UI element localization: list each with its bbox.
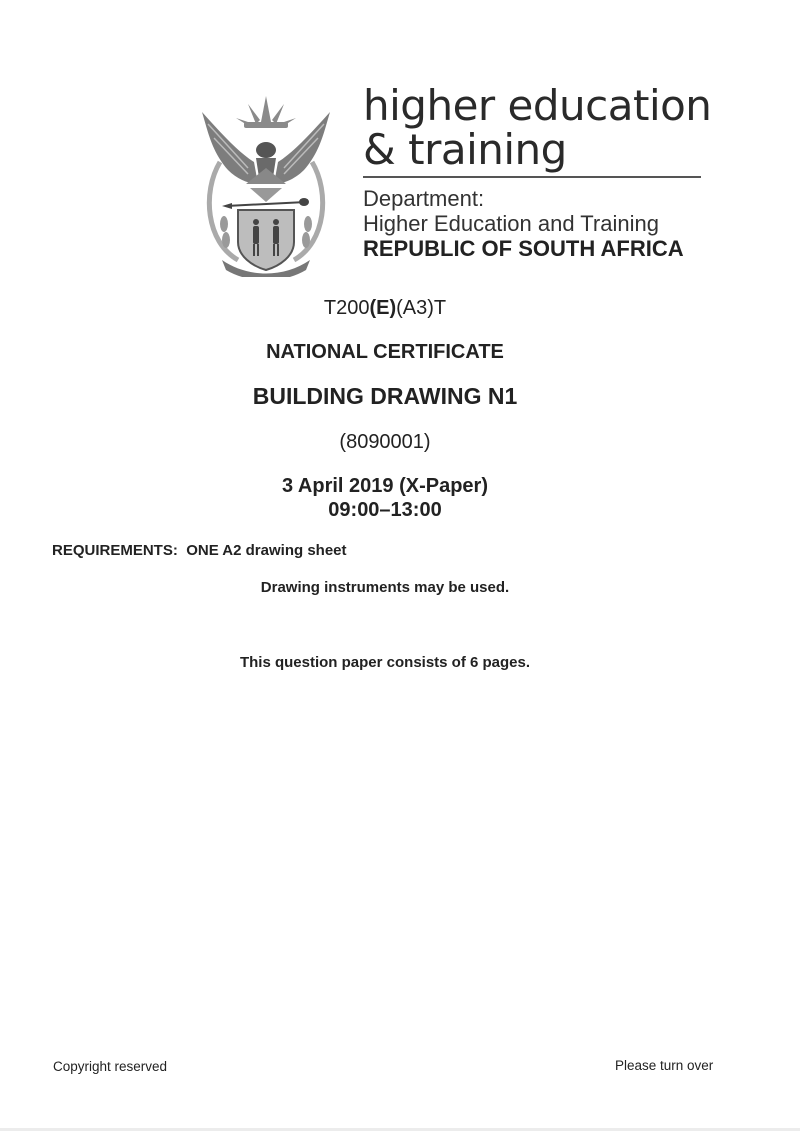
- brand-divider: [363, 176, 701, 178]
- brand-wordmark: [363, 81, 712, 174]
- coat-of-arms-logo: [198, 92, 334, 277]
- subject-title: BUILDING DRAWING N1: [252, 383, 518, 409]
- requirements: [52, 542, 347, 559]
- instructions: Drawing instruments may be used.: [260, 579, 510, 596]
- page-count-note: This question paper consists of 6 pages.: [239, 654, 531, 671]
- exam-time: 09:00–13:00: [328, 499, 442, 521]
- brand-line-2: & training: [363, 125, 567, 174]
- country-name: REPUBLIC OF SOUTH AFRICA: [363, 236, 684, 261]
- footer-copyright: Copyright reserved: [53, 1059, 168, 1074]
- requirements-label: REQUIREMENTS:: [52, 542, 178, 559]
- code-prefix: T200: [323, 297, 370, 319]
- footer-turn-over: Please turn over: [615, 1058, 714, 1073]
- department-block: [363, 186, 684, 261]
- department-label: Department:: [363, 186, 485, 211]
- brand-line-1: higher education: [363, 81, 712, 130]
- code-language: (E): [369, 297, 397, 319]
- page-edge: [0, 1128, 800, 1131]
- exam-date-time: [0, 474, 770, 522]
- exam-date: 3 April 2019 (X-Paper): [281, 475, 488, 497]
- paper-number: (8090001): [339, 431, 431, 453]
- code-suffix: (A3)T: [396, 297, 447, 319]
- paper-code: [0, 297, 770, 320]
- requirements-value: ONE A2 drawing sheet: [186, 542, 347, 559]
- department-name: Higher Education and Training: [363, 211, 659, 236]
- certificate-title: NATIONAL CERTIFICATE: [266, 341, 504, 363]
